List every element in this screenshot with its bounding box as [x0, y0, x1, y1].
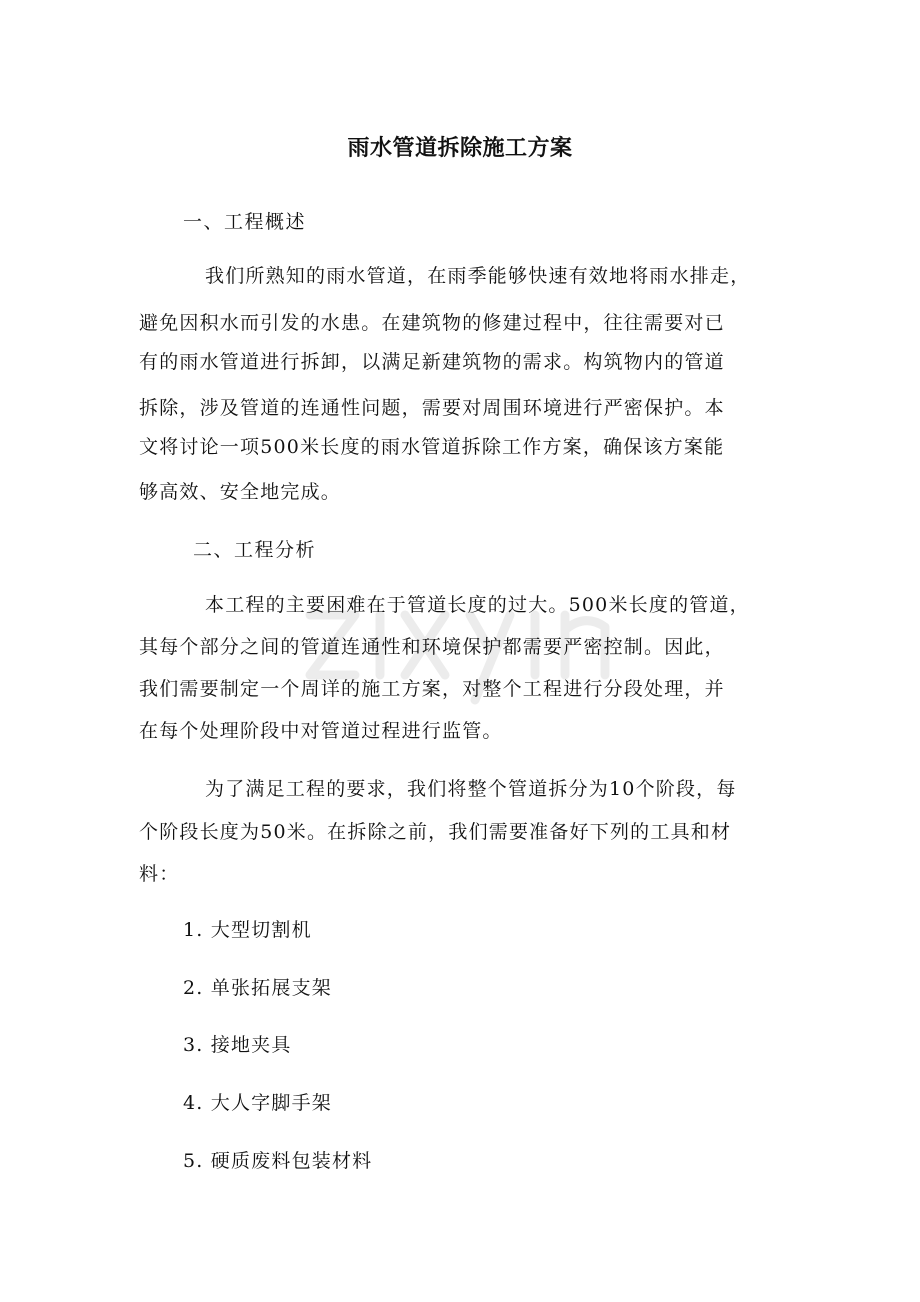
section-heading-analysis: 二、工程分析	[193, 539, 317, 561]
paragraph-line: 料：	[139, 863, 180, 885]
list-item: 3. 接地夹具	[183, 1034, 292, 1056]
paragraph-line: 够高效、安全地完成。	[139, 481, 342, 503]
section-heading-overview: 一、工程概述	[183, 211, 307, 233]
paragraph-line: 有的雨水管道进行拆卸，以满足新建筑物的需求。构筑物内的管道	[139, 351, 725, 373]
list-item: 2. 单张拓展支架	[183, 977, 332, 999]
paragraph-line: 个阶段长度为50米。在拆除之前，我们需要准备好下列的工具和材	[139, 821, 732, 843]
paragraph-line: 本工程的主要困难在于管道长度的过大。500米长度的管道，	[205, 594, 750, 616]
paragraph-line: 其每个部分之间的管道连通性和环境保护都需要严密控制。因此，	[139, 636, 725, 658]
paragraph-line: 避免因积水而引发的水患。在建筑物的修建过程中，往往需要对已	[139, 312, 725, 334]
list-item: 1. 大型切割机	[183, 919, 312, 941]
paragraph-line: 为了满足工程的要求，我们将整个管道拆分为10个阶段，每	[205, 778, 737, 800]
paragraph-line: 我们所熟知的雨水管道，在雨季能够快速有效地将雨水排走，	[205, 265, 751, 287]
document-title: 雨水管道拆除施工方案	[347, 136, 573, 161]
paragraph-line: 我们需要制定一个周详的施工方案，对整个工程进行分段处理，并	[139, 678, 725, 700]
paragraph-line: 在每个处理阶段中对管道过程进行监管。	[139, 720, 503, 742]
paragraph-line: 拆除，涉及管道的连通性问题，需要对周围环境进行严密保护。本	[139, 397, 725, 419]
list-item: 4. 大人字脚手架	[183, 1092, 332, 1114]
list-item: 5. 硬质废料包装材料	[183, 1150, 373, 1172]
paragraph-line: 文将讨论一项500米长度的雨水管道拆除工作方案，确保该方案能	[139, 436, 725, 458]
